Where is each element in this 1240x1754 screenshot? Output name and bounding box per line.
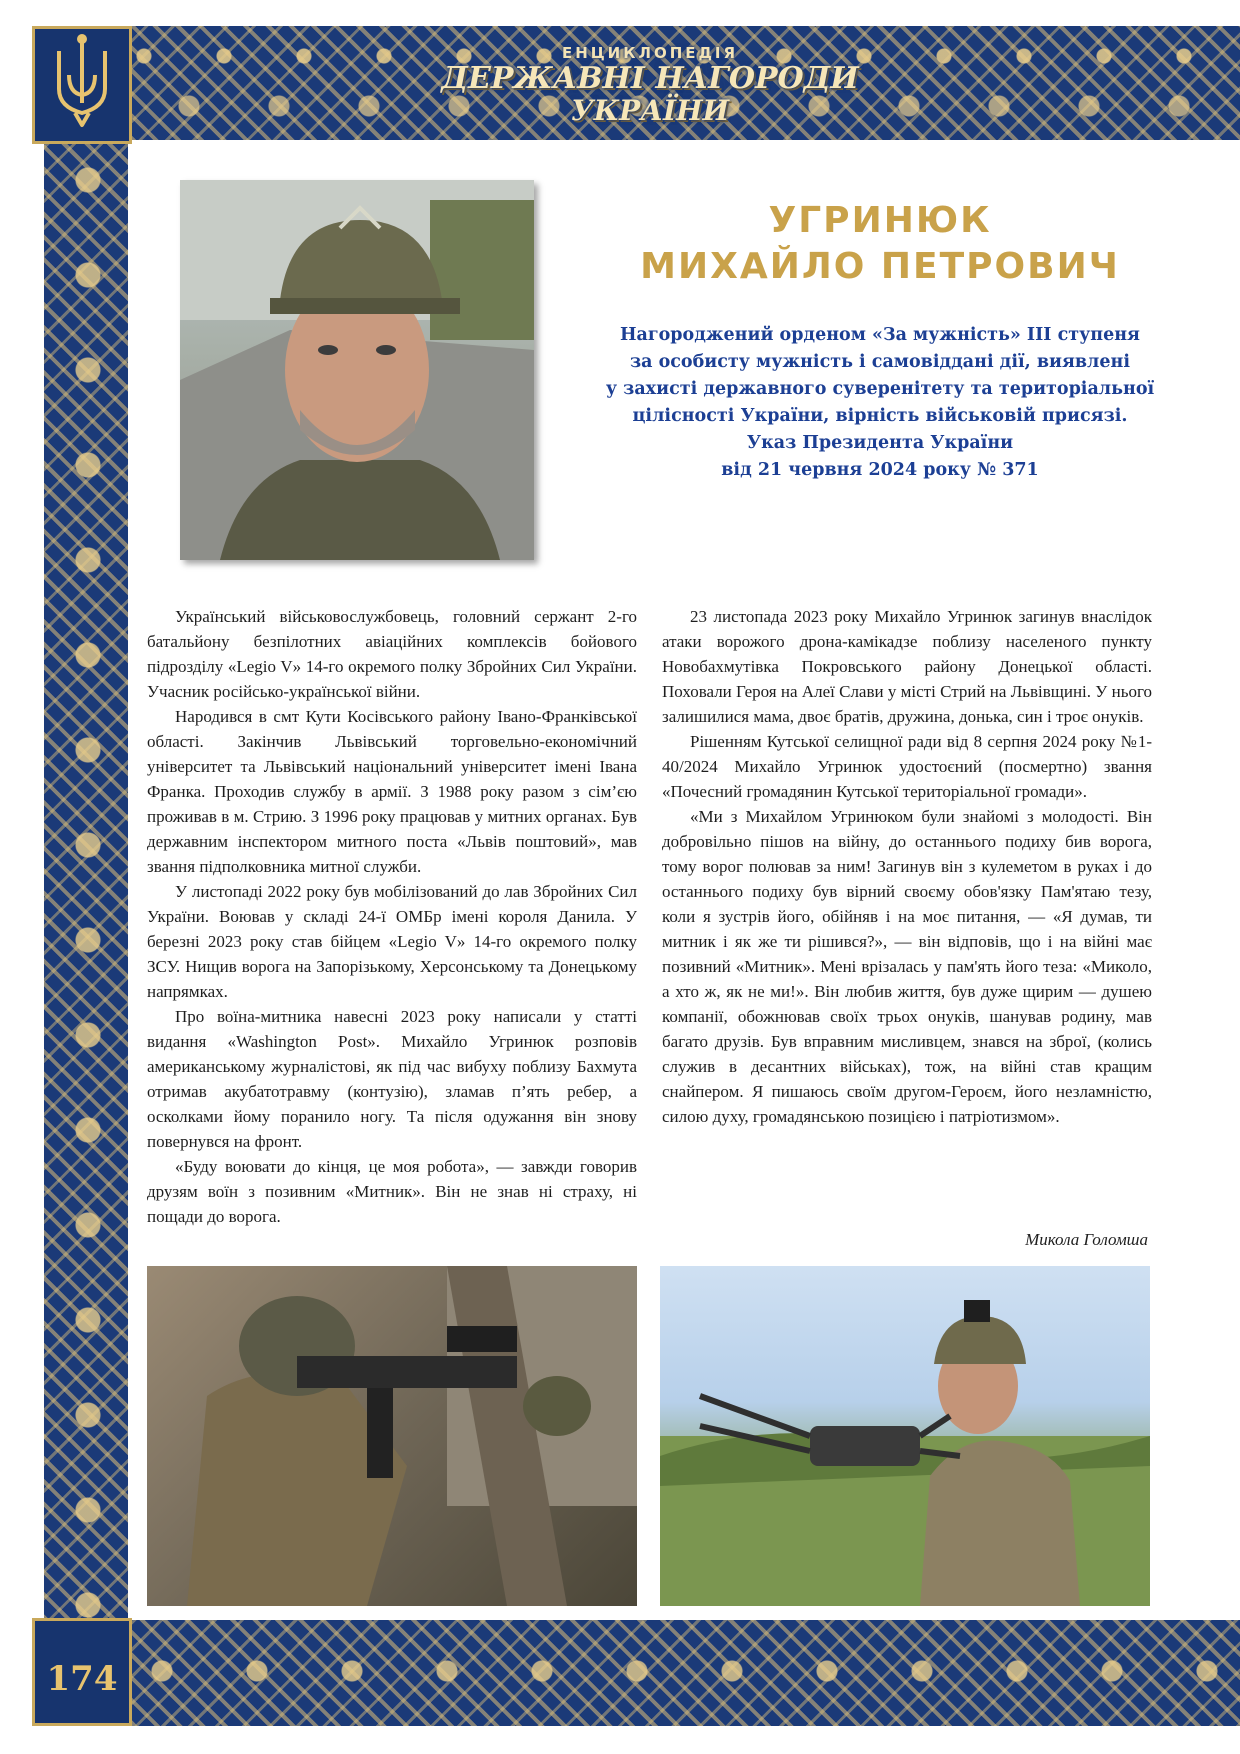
person-name xyxy=(600,198,1160,290)
page-number-box xyxy=(32,1618,132,1726)
emblem-box xyxy=(32,26,132,144)
paragraph: Український військовослужбовець, головний сержант 2-го батальйону безпілотних авіаційних комплексів бойового підрозділу «Legio V» 14-го окремого полку Збройних Сил України. Учасник російсько-української війни. xyxy=(147,607,637,701)
banner-line-3: УКРАЇНИ xyxy=(570,94,730,127)
banner-line-1: ЕНЦИКЛОПЕДІЯ xyxy=(561,44,739,62)
biography-left-column xyxy=(147,604,637,1229)
paragraph: «Ми з Михайлом Угринюком були знайомі з молодості. Він добровільно пішов на війну, до останнього подиху бив ворога, тому ворог полював за ним! Загинув він з кулеметом в руках і до останнього подиху був вірний своєму обов'язку Пам'ятаю тезу, коли я зустрів його, обійняв і на моє питання, — «Я думав, ти митник і як же ти рішився?», — він відповів, що і на війні має позивний «Митник». Мені врізалась у пам'ять його теза: «Миколо, а хто ж, як не ми!». Він любив життя, був дуже щирим — душею компанії, обожнював своїх трьох онуків, шанував родину, мав багато друзів. Був вправним мисливцем, знався на зброї, (колись служив в десантних військах), тож, на війні став кращим снайпером. Я пишаюсь своїм другом-Героєм, його незламністю, силою духу, громадянською позицією і патріотизмом». xyxy=(662,807,1152,1126)
paragraph: «Буду воювати до кінця, це моя робота», — завжди говорив друзям воїн з позивним «Митник». Він не знав ні страху, ні пощади до ворога. xyxy=(147,1157,637,1226)
award-line: від 21 червня 2024 року № 371 xyxy=(721,460,1039,480)
paragraph: У листопаді 2022 року був мобілізований до лав Збройних Сил України. Воював у складі 24-ї ОМБр імені короля Данила. У березні 2023 року став бійцем «Legio V» 14-го окремого полку ЗСУ. Нищив ворога на Запорізькому, Херсонському та Донецькому напрямках. xyxy=(147,882,637,1001)
person-surname: УГРИНЮК xyxy=(768,200,992,241)
soldier-with-rifle-photo xyxy=(147,1266,637,1606)
paragraph: Рішенням Кутської селищної ради від 8 серпня 2024 року №1-40/2024 Михайло Угринюк удостоєний (посмертно) звання «Почесний громадянин Кутської територіальної громади». xyxy=(662,732,1152,801)
quote-signature: Микола Голомша xyxy=(1025,1230,1148,1249)
soldier-drone-illustration xyxy=(660,1266,1150,1606)
portrait-illustration xyxy=(180,180,534,560)
award-line: Нагороджений орденом «За мужність» III ступеня xyxy=(620,325,1140,345)
paragraph: Про воїна-митника навесні 2023 року написали у статті видання «Washington Post». Михайло Угринюк розповів американському журналістові, як під час вибуху поблизу Бахмута отримав акубатотравму (контузію), зламав п’ять ребер, а осколками йому поранило ногу. Та після одужання він знову повернувся на фронт. xyxy=(147,1007,637,1151)
soldier-with-drone-photo xyxy=(660,1266,1150,1606)
ornamental-left-border xyxy=(44,140,132,1620)
paragraph: Народився в смт Кути Косівського району Івано-Франківської області. Закінчив Львівський торговельно-економічний університет та Львівський національний університет імені Івана Франка. Проходив службу в армії. З 1988 року разом з сім’єю проживав в м. Стрию. З 1996 року працював у митних органах. Був державним інспектором митного поста «Львів поштовий», мав звання підполковника митної служби. xyxy=(147,707,637,876)
encyclopedia-banner xyxy=(430,44,870,136)
award-description xyxy=(600,322,1160,484)
person-given-names: МИХАЙЛО ПЕТРОВИЧ xyxy=(640,246,1120,287)
award-line: у захисті державного суверенітету та територіальної xyxy=(605,379,1155,399)
banner-line-2: ДЕРЖАВНІ НАГОРОДИ xyxy=(441,61,859,96)
biography-right-column xyxy=(662,604,1152,1129)
award-line: цілісності України, вірність військовій присязі. xyxy=(632,406,1128,426)
soldier-rifle-illustration xyxy=(147,1266,637,1606)
award-line: за особисту мужність і самовіддані дії, виявлені xyxy=(630,352,1130,372)
award-line: Указ Президента України xyxy=(746,433,1014,453)
portrait-photo xyxy=(180,180,534,560)
ornamental-footer-band xyxy=(132,1616,1240,1726)
page-number: 174 xyxy=(46,1659,118,1699)
paragraph: 23 листопада 2023 року Михайло Угринюк загинув внаслідок атаки ворожого дрона-камікадзе поблизу населеного пункту Новобахмутівка Покровського району Донецької області. Поховали Героя на Алеї Слави у місті Стрий на Львівщині. У нього залишилися мама, двоє братів, дружина, донька, син і троє онуків. xyxy=(662,607,1152,726)
trident-emblem-icon xyxy=(35,29,129,141)
